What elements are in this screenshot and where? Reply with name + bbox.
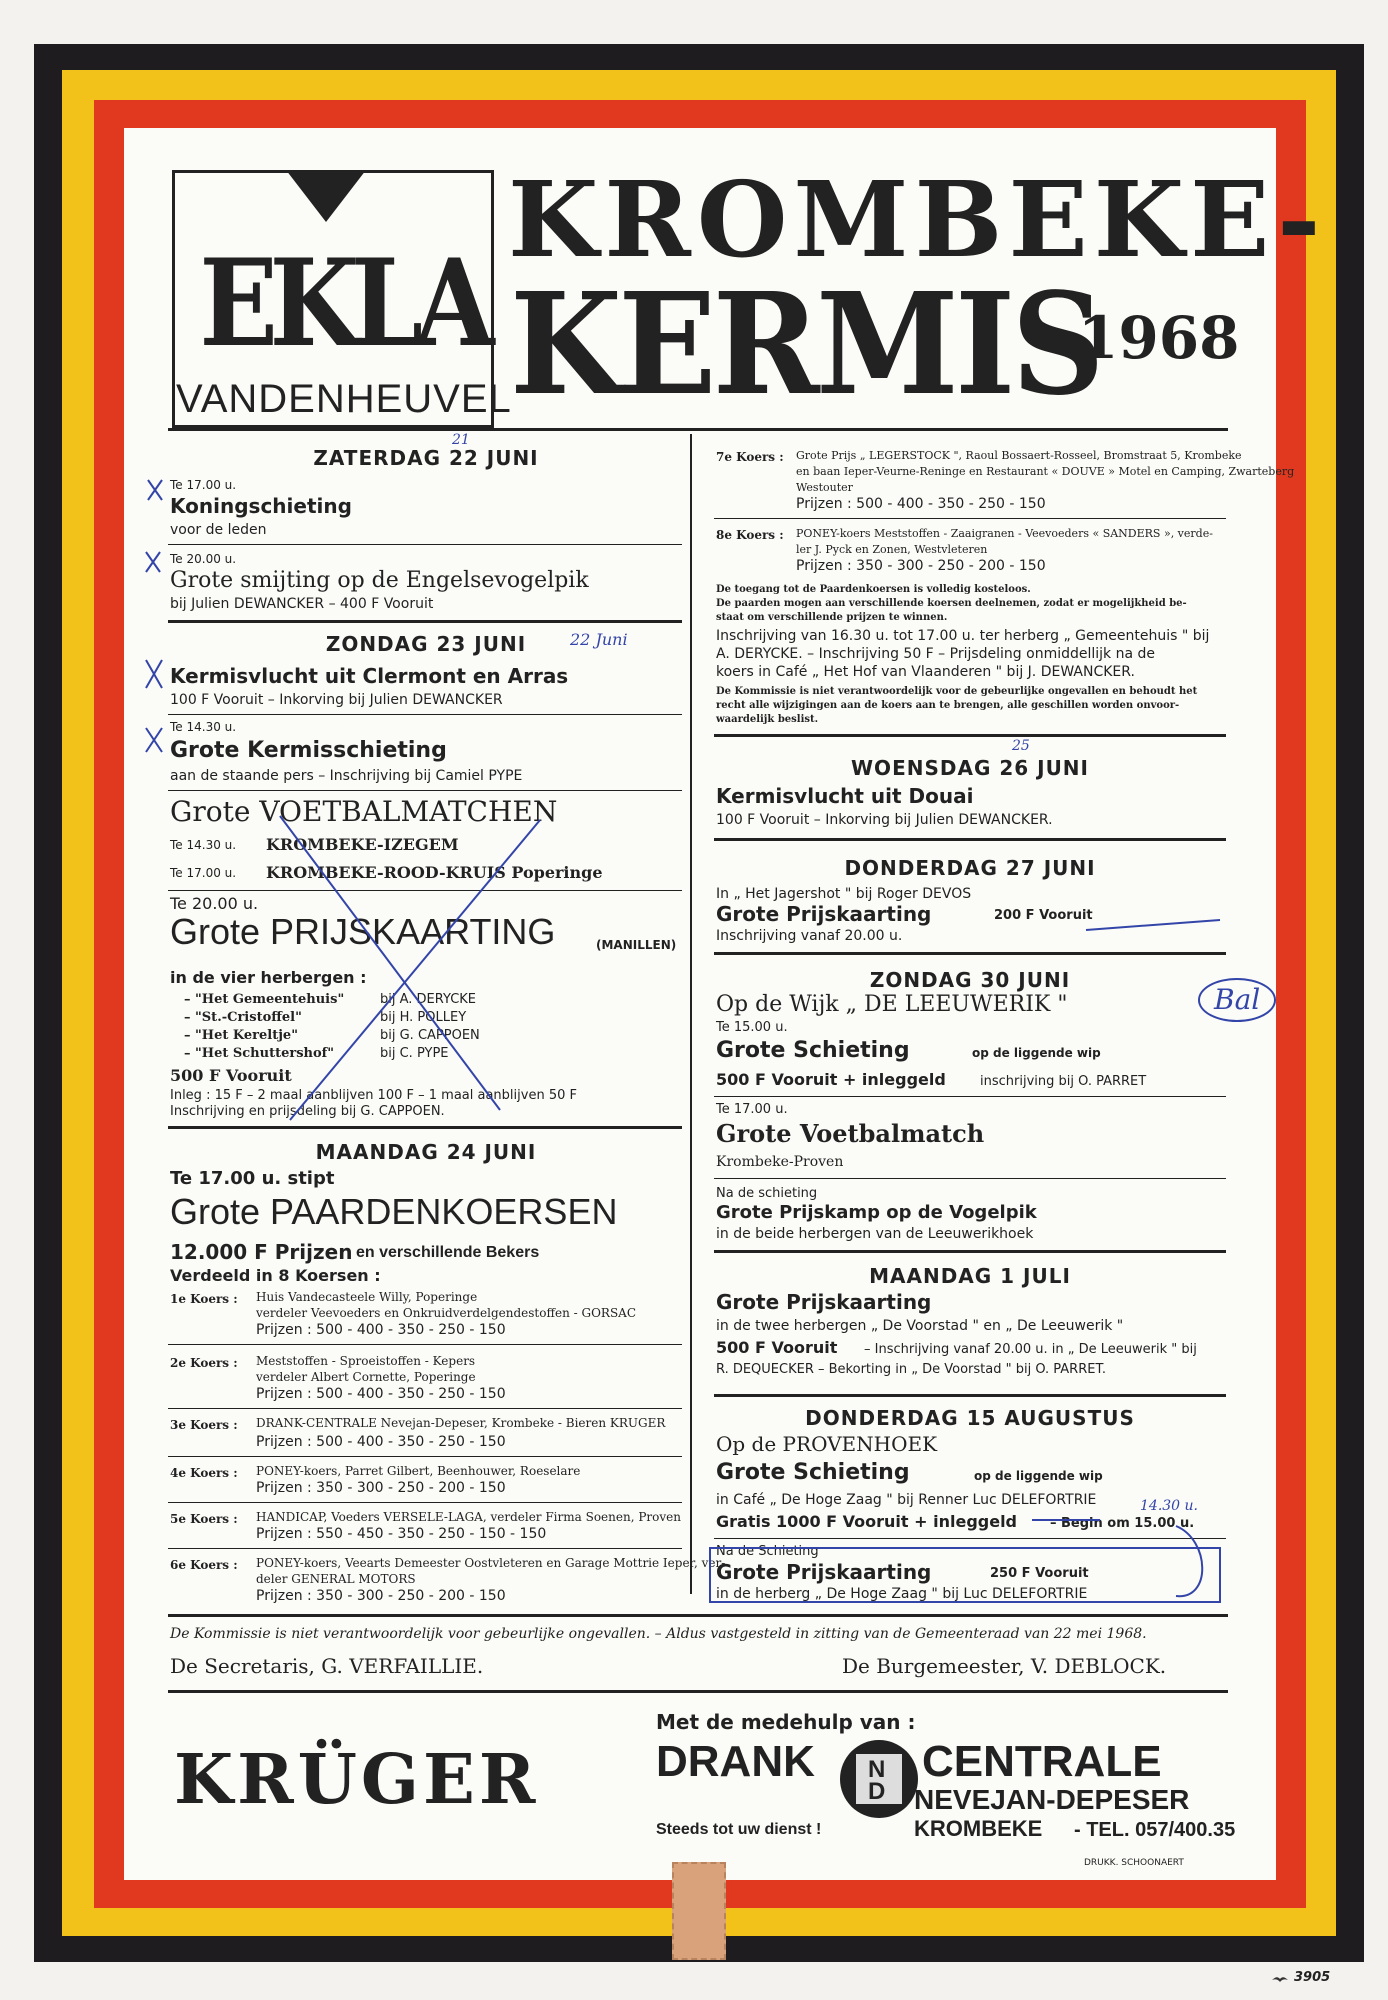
handwritten-date-25: 25 — [1012, 738, 1030, 754]
race-line3: Westouter — [796, 481, 853, 494]
inn-name: – "St.-Cristoffel" — [184, 1010, 302, 1025]
race-label: 6e Koers : — [170, 1558, 238, 1572]
sun-event4-suffix: (MANILLEN) — [596, 938, 677, 952]
aug-event: Grote Schieting — [716, 1460, 910, 1485]
aug-after: Na de Schieting — [716, 1544, 819, 1559]
wed-note: 100 F Vooruit – Inkorving bij Julien DEWANCKER. — [716, 812, 1053, 828]
sun-note1: 100 F Vooruit – Inkorving bij Julien DEWANCKER — [170, 692, 503, 708]
sun30-place: Op de Wijk „ DE LEEUWERIK " — [716, 992, 1068, 1017]
sun-event3: Grote VOETBALMATCHEN — [170, 795, 558, 828]
thu-prize: 200 F Vooruit — [994, 908, 1093, 923]
handwritten-time: 14.30 u. — [1140, 1498, 1198, 1514]
sun-match1: KROMBEKE-IZEGEM — [266, 835, 459, 854]
day-monday-1-july: MAANDAG 1 JULI — [869, 1264, 1071, 1288]
nd-logo-d: D — [868, 1778, 886, 1805]
title-year: 1968 — [1078, 304, 1240, 372]
footer-disclaimer: De Kommissie is niet verantwoordelijk voor gebeurlijke ongevallen. – Aldus vastgesteld in zitting van de Gemeenteraad van 22 mei 1968. — [170, 1626, 1147, 1642]
race-prizes: Prijzen : 350 - 300 - 250 - 200 - 150 — [796, 558, 1046, 574]
race-line2: verdeler Albert Cornette, Poperinge — [256, 1370, 476, 1384]
sponsor-nevejan: NEVEJAN-DEPESER — [914, 1784, 1190, 1815]
footer-secretary: De Secretaris, G. VERFAILLIE. — [170, 1654, 484, 1678]
sat-event2: Grote smijting op de Engelsevogelpik — [170, 568, 589, 593]
sun-m1-time: Te 14.30 u. — [170, 838, 237, 852]
day-sunday-23: ZONDAG 23 JUNI — [325, 632, 527, 656]
aug-prize2: 250 F Vooruit — [990, 1566, 1089, 1581]
race-line1: Meststoffen - Sproeistoffen - Kepers — [256, 1354, 476, 1368]
thu-place: In „ Het Jagershot " bij Roger DEVOS — [716, 886, 972, 902]
race-prizes: Prijzen : 500 - 400 - 350 - 250 - 150 — [256, 1322, 506, 1338]
sun-time2: Te 14.30 u. — [170, 720, 237, 734]
race-prizes: Prijzen : 500 - 400 - 350 - 250 - 150 — [256, 1386, 506, 1402]
komm-line2: recht alle wijzigingen aan de koers aan te brengen, alle geschillen worden onvoor- — [716, 700, 1180, 711]
free-line1: De toegang tot de Paardenkoersen is volledig kosteloos. — [716, 584, 1031, 595]
inn-host: bij G. CAPPOEN — [380, 1028, 480, 1043]
insch-line1: Inschrijving van 16.30 u. tot 17.00 u. ter herberg „ Gemeentehuis " bij — [716, 628, 1210, 644]
race-line1: HANDICAP, Voeders VERSELE-LAGA, verdeler Firma Soenen, Proven — [256, 1510, 681, 1524]
day-wednesday-26: WOENSDAG 26 JUNI — [851, 756, 1089, 780]
race-label: 4e Koers : — [170, 1466, 238, 1480]
handwritten-date-21: 21 — [452, 432, 470, 448]
race-line1: Grote Prijs „ LEGERSTOCK ", Raoul Bossaert-Rosseel, Bromstraat 5, Krombeke — [796, 449, 1242, 462]
sun30-event1-suffix: op de liggende wip — [972, 1046, 1101, 1060]
race-line1: PONEY-koers, Veearts Demeester Oostvleteren en Garage Mottrie Ieper, ver- — [256, 1556, 726, 1570]
sun-prize: 500 F Vooruit — [170, 1066, 292, 1085]
day-saturday: ZATERDAG 22 JUNI — [313, 446, 539, 470]
handwritten-bal: Bal — [1198, 978, 1276, 1022]
sun-event1: Kermisvlucht uit Clermont en Arras — [170, 664, 569, 688]
mon-prizes: 12.000 F Prijzen — [170, 1240, 353, 1264]
sun30-prize1-suffix: inschrijving bij O. PARRET — [980, 1074, 1147, 1089]
handwritten-date-22: 22 Juni — [570, 630, 628, 649]
sun-match2: KROMBEKE-ROOD-KRUIS Poperinge — [266, 863, 603, 882]
race-line1: Huis Vandecasteele Willy, Poperinge — [256, 1290, 478, 1304]
sat-time2: Te 20.00 u. — [170, 552, 237, 566]
ekla-subtitle: VANDENHEUVEL — [176, 377, 512, 421]
wed-event: Kermisvlucht uit Douai — [716, 784, 974, 808]
footer-mayor: De Burgemeester, V. DEBLOCK. — [842, 1654, 1167, 1678]
inn-host: bij A. DERYCKE — [380, 992, 477, 1007]
sponsor-drank: DRANK — [656, 1737, 815, 1786]
race-line1: DRANK-CENTRALE Nevejan-Depeser, Krombeke - Bieren KRUGER — [256, 1416, 666, 1430]
mon-prizes-suffix: en verschillende Bekers — [356, 1244, 540, 1261]
race-line2: ler J. Pyck en Zonen, Westvleteren — [796, 543, 988, 556]
sun30-event2: Grote Voetbalmatch — [716, 1119, 985, 1148]
sun30-time1: Te 15.00 u. — [716, 1020, 788, 1035]
sponsor-centrale: CENTRALE — [922, 1737, 1162, 1786]
aug-note2: in de herberg „ De Hoge Zaag " bij Luc DELEFORTRIE — [716, 1586, 1088, 1602]
sat-time1: Te 17.00 u. — [170, 478, 237, 492]
race-prizes: Prijzen : 500 - 400 - 350 - 250 - 150 — [796, 496, 1046, 512]
insch-line2: A. DERYCKE. – Inschrijving 50 F – Prijsdeling onmiddellijk na de — [716, 646, 1156, 662]
komm-line1: De Kommissie is niet verantwoordelijk voor de gebeurlijke ongevallen en behoudt het — [716, 686, 1198, 697]
title-line2: KERMIS — [510, 263, 1101, 427]
mon-event: Grote PAARDENKOERSEN — [170, 1191, 618, 1232]
nd-logo-n: N — [868, 1756, 886, 1783]
aug-note1: in Café „ De Hoge Zaag " bij Renner Luc DELEFORTRIE — [716, 1492, 1097, 1508]
ekla-logo-text: EKLA — [199, 233, 487, 374]
race-label: 7e Koers : — [716, 450, 784, 464]
race-line1: PONEY-koers, Parret Gilbert, Beenhouwer, Roeselare — [256, 1464, 581, 1478]
insch-line3: koers in Café „ Het Hof van Vlaanderen " bij J. DEWANCKER. — [716, 664, 1135, 680]
sun-inschr: Inschrijving en prijsdeling bij G. CAPPOEN. — [170, 1104, 445, 1119]
sun30-prize1: 500 F Vooruit + inleggeld — [716, 1070, 946, 1089]
aug-prize: Gratis 1000 F Vooruit + inleggeld — [716, 1512, 1018, 1531]
mon1-event: Grote Prijskaarting — [716, 1290, 932, 1314]
inn-host: bij C. PYPE — [380, 1046, 449, 1061]
race-prizes: Prijzen : 350 - 300 - 250 - 200 - 150 — [256, 1588, 506, 1604]
sun30-event3: Grote Prijskamp op de Vogelpik — [716, 1202, 1037, 1223]
race-label: 8e Koers : — [716, 528, 784, 542]
inn-name: – "Het Schuttershof" — [184, 1046, 335, 1061]
aug-place: Op de PROVENHOEK — [716, 1432, 938, 1456]
day-thursday-27: DONDERDAG 27 JUNI — [844, 856, 1096, 880]
race-line1: PONEY-koers Meststoffen - Zaaigranen - Veevoeders « SANDERS », verde- — [796, 527, 1213, 540]
aug-event2: Grote Prijskaarting — [716, 1560, 932, 1584]
sun30-time2: Te 17.00 u. — [716, 1102, 788, 1117]
sun-m2-time: Te 17.00 u. — [170, 866, 237, 880]
race-line2: deler GENERAL MOTORS — [256, 1572, 416, 1586]
mon1-note2: – Inschrijving vanaf 20.00 u. in „ De Leeuwerik " bij — [864, 1342, 1197, 1357]
sun-event2: Grote Kermisschieting — [170, 738, 447, 763]
sun30-after: Na de schieting — [716, 1186, 818, 1201]
mon1-note1: in de twee herbergen „ De Voorstad " en „ De Leeuwerik " — [716, 1318, 1124, 1334]
inn-host: bij H. POLLEY — [380, 1010, 467, 1025]
aug-event-suffix: op de liggende wip — [974, 1469, 1103, 1483]
race-label: 2e Koers : — [170, 1356, 238, 1370]
sun30-note3: in de beide herbergen van de Leeuwerikhoek — [716, 1226, 1034, 1242]
mon1-prize: 500 F Vooruit — [716, 1338, 838, 1357]
sun-time4: Te 20.00 u. — [170, 894, 259, 913]
kruger-logo: KRÜGER — [174, 1740, 540, 1820]
sponsor-help: Met de medehulp van : — [656, 1710, 916, 1734]
race-label: 3e Koers : — [170, 1418, 238, 1432]
race-prizes: Prijzen : 500 - 400 - 350 - 250 - 150 — [256, 1434, 506, 1450]
sun-inns-intro: in de vier herbergen : — [170, 968, 367, 987]
day-thursday-15-august: DONDERDAG 15 AUGUSTUS — [805, 1406, 1135, 1430]
sun-note2: aan de staande pers – Inschrijving bij Camiel PYPE — [170, 768, 523, 784]
printer-credit: DRUKK. SCHOONAERT — [1084, 1858, 1184, 1868]
thu-event: Grote Prijskaarting — [716, 902, 932, 926]
komm-line3: waardelijk beslist. — [716, 714, 819, 725]
sat-event1: Koningschieting — [170, 494, 352, 518]
day-sunday-30: ZONDAG 30 JUNI — [869, 968, 1071, 992]
race-prizes: Prijzen : 550 - 450 - 350 - 250 - 150 - 150 — [256, 1526, 547, 1542]
race-line2: en baan Ieper-Veurne-Reninge en Restaurant « DOUVE » Motel en Camping, Zwarteberg — [796, 465, 1295, 478]
mon1-note3: R. DEQUECKER – Bekorting in „ De Voorstad " bij O. PARRET. — [716, 1362, 1106, 1377]
sat-note1: voor de leden — [170, 522, 267, 538]
sat-note2: bij Julien DEWANCKER – 400 F Vooruit — [170, 596, 434, 612]
aug-begin: – Begin om 15.00 u. — [1050, 1516, 1195, 1531]
free-line2: De paarden mogen aan verschillende koersen deelnemen, zodat er mogelijkheid be- — [716, 598, 1187, 609]
sun30-note2: Krombeke-Proven — [716, 1154, 844, 1170]
day-monday-24: MAANDAG 24 JUNI — [315, 1140, 537, 1164]
race-label: 1e Koers : — [170, 1292, 238, 1306]
free-line3: staat om verschillende prijzen te winnen. — [716, 612, 948, 623]
sun-event4: Grote PRIJSKAARTING — [170, 911, 556, 952]
inn-name: – "Het Gemeentehuis" — [184, 992, 345, 1007]
sponsor-krombeke: KROMBEKE — [914, 1816, 1043, 1841]
mon-time: Te 17.00 u. stipt — [170, 1168, 335, 1189]
inn-name: – "Het Kereltje" — [184, 1028, 298, 1043]
sun-inleg: Inleg : 15 F – 2 maal aanblijven 100 F – 1 maal aanblijven 50 F — [170, 1088, 577, 1103]
sponsor-service: Steeds tot uw dienst ! — [656, 1821, 822, 1838]
poster-code: 3905 — [1294, 1970, 1331, 1985]
race-line2: verdeler Veevoeders en Onkruidverdelgendestoffen - GORSAC — [256, 1306, 637, 1320]
mon-split: Verdeeld in 8 Koersen : — [170, 1266, 381, 1285]
title-line1: KROMBEKE- — [508, 158, 1327, 281]
thu-note: Inschrijving vanaf 20.00 u. — [716, 928, 903, 944]
sun30-event1: Grote Schieting — [716, 1038, 910, 1063]
sponsor-tel: - TEL. 057/400.35 — [1074, 1819, 1236, 1841]
race-prizes: Prijzen : 350 - 300 - 250 - 200 - 150 — [256, 1480, 506, 1496]
race-label: 5e Koers : — [170, 1512, 238, 1526]
